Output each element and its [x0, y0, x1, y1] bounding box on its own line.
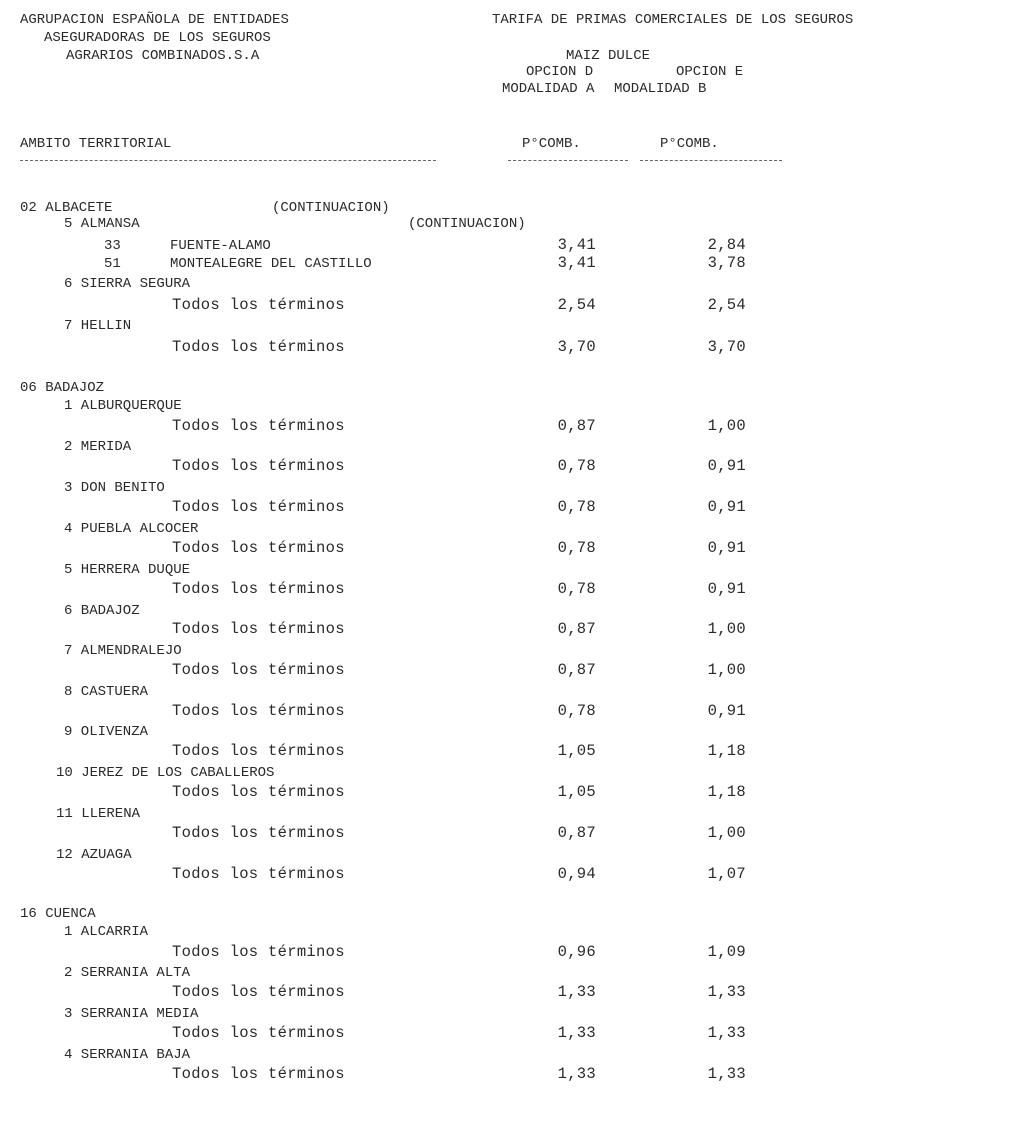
crop-name: MAIZ DULCE — [566, 48, 651, 64]
all-terms-label: Todos los términos — [172, 457, 345, 475]
rate-option-d: 3,41 — [557, 236, 596, 254]
municipality-name: MONTEALEGRE DEL CASTILLO — [170, 256, 372, 272]
company-name-line-3: AGRARIOS COMBINADOS.S.A — [66, 48, 260, 64]
comarca-title: 7 HELLIN — [64, 318, 132, 334]
province-title: 06 BADAJOZ — [20, 380, 105, 396]
rate-option-e: 0,91 — [707, 580, 746, 598]
comarca-title: 1 ALBURQUERQUE — [64, 398, 182, 414]
rate-option-d: 1,33 — [557, 1024, 596, 1042]
rate-option-e: 0,91 — [707, 539, 746, 557]
header-divider-option-d — [508, 160, 628, 161]
municipality-code: 33 — [104, 238, 121, 254]
rate-option-d: 3,41 — [557, 254, 596, 272]
rate-option-d: 0,87 — [557, 824, 596, 842]
ambito-column-header: AMBITO TERRITORIAL — [20, 136, 172, 152]
header-divider-ambito — [20, 160, 436, 161]
all-terms-label: Todos los términos — [172, 1024, 345, 1042]
comarca-title: 3 SERRANIA MEDIA — [64, 1006, 199, 1022]
rate-option-d: 1,33 — [557, 983, 596, 1001]
rate-option-d: 0,96 — [557, 943, 596, 961]
modality-a-label: MODALIDAD A — [502, 81, 595, 97]
rate-option-d: 2,54 — [557, 296, 596, 314]
rate-option-e: 1,18 — [707, 742, 746, 760]
option-d-column-header: P°COMB. — [522, 136, 581, 152]
comarca-title: 8 CASTUERA — [64, 684, 149, 700]
comarca-title: 4 PUEBLA ALCOCER — [64, 521, 199, 537]
rate-option-e: 1,00 — [707, 824, 746, 842]
all-terms-label: Todos los términos — [172, 1065, 345, 1083]
rate-option-d: 0,78 — [557, 457, 596, 475]
comarca-title: 3 DON BENITO — [64, 480, 165, 496]
rate-option-d: 0,78 — [557, 702, 596, 720]
all-terms-label: Todos los términos — [172, 296, 345, 314]
rate-option-e: 2,84 — [707, 236, 746, 254]
company-name-line-1: AGRUPACION ESPAÑOLA DE ENTIDADES — [20, 12, 289, 28]
rate-option-d: 0,87 — [557, 620, 596, 638]
company-name-line-2: ASEGURADORAS DE LOS SEGUROS — [44, 30, 271, 46]
province-continuation-note: (CONTINUACION) — [272, 200, 390, 216]
comarca-title: 9 OLIVENZA — [64, 724, 149, 740]
province-title: 16 CUENCA — [20, 906, 96, 922]
all-terms-label: Todos los términos — [172, 338, 345, 356]
comarca-continuation-note: (CONTINUACION) — [408, 216, 526, 232]
rate-option-e: 1,00 — [707, 620, 746, 638]
rate-option-e: 1,07 — [707, 865, 746, 883]
header-divider-option-e — [640, 160, 782, 161]
all-terms-label: Todos los términos — [172, 620, 345, 638]
comarca-title: 6 SIERRA SEGURA — [64, 276, 191, 292]
rate-option-d: 0,78 — [557, 498, 596, 516]
comarca-title: 4 SERRANIA BAJA — [64, 1047, 191, 1063]
rate-option-d: 1,05 — [557, 742, 596, 760]
all-terms-label: Todos los términos — [172, 783, 345, 801]
rate-option-e: 1,00 — [707, 417, 746, 435]
rate-option-e: 1,18 — [707, 783, 746, 801]
rate-option-d: 0,94 — [557, 865, 596, 883]
all-terms-label: Todos los términos — [172, 865, 345, 883]
rate-option-d: 0,87 — [557, 661, 596, 679]
all-terms-label: Todos los términos — [172, 943, 345, 961]
option-e-label: OPCION E — [676, 64, 744, 80]
rate-option-e: 3,70 — [707, 338, 746, 356]
rate-option-e: 1,00 — [707, 661, 746, 679]
rate-option-e: 1,09 — [707, 943, 746, 961]
rate-option-e: 2,54 — [707, 296, 746, 314]
rate-option-e: 0,91 — [707, 498, 746, 516]
rate-option-e: 1,33 — [707, 1065, 746, 1083]
comarca-title: 1 ALCARRIA — [64, 924, 149, 940]
comarca-title: 2 MERIDA — [64, 439, 132, 455]
rate-option-d: 0,78 — [557, 580, 596, 598]
rate-option-d: 1,33 — [557, 1065, 596, 1083]
comarca-title: 5 HERRERA DUQUE — [64, 562, 191, 578]
comarca-title: 7 ALMENDRALEJO — [64, 643, 182, 659]
rate-option-e: 3,78 — [707, 254, 746, 272]
comarca-title: 11 LLERENA — [56, 806, 141, 822]
all-terms-label: Todos los términos — [172, 417, 345, 435]
all-terms-label: Todos los términos — [172, 539, 345, 557]
option-d-label: OPCION D — [526, 64, 594, 80]
province-title: 02 ALBACETE — [20, 200, 113, 216]
comarca-title: 5 ALMANSA — [64, 216, 140, 232]
all-terms-label: Todos los términos — [172, 580, 345, 598]
tariff-title: TARIFA DE PRIMAS COMERCIALES DE LOS SEGUROS — [492, 12, 854, 28]
all-terms-label: Todos los términos — [172, 983, 345, 1001]
rate-option-d: 1,05 — [557, 783, 596, 801]
rate-option-d: 3,70 — [557, 338, 596, 356]
municipality-code: 51 — [104, 256, 121, 272]
municipality-name: FUENTE-ALAMO — [170, 238, 271, 254]
modality-b-label: MODALIDAD B — [614, 81, 707, 97]
comarca-title: 12 AZUAGA — [56, 847, 132, 863]
all-terms-label: Todos los términos — [172, 498, 345, 516]
comarca-title: 2 SERRANIA ALTA — [64, 965, 191, 981]
rate-option-d: 0,87 — [557, 417, 596, 435]
all-terms-label: Todos los términos — [172, 824, 345, 842]
all-terms-label: Todos los términos — [172, 742, 345, 760]
rate-option-e: 0,91 — [707, 457, 746, 475]
rate-option-e: 1,33 — [707, 983, 746, 1001]
rate-option-e: 1,33 — [707, 1024, 746, 1042]
rate-option-d: 0,78 — [557, 539, 596, 557]
all-terms-label: Todos los términos — [172, 702, 345, 720]
option-e-column-header: P°COMB. — [660, 136, 719, 152]
comarca-title: 10 JEREZ DE LOS CABALLEROS — [56, 765, 275, 781]
all-terms-label: Todos los términos — [172, 661, 345, 679]
rate-option-e: 0,91 — [707, 702, 746, 720]
comarca-title: 6 BADAJOZ — [64, 603, 140, 619]
